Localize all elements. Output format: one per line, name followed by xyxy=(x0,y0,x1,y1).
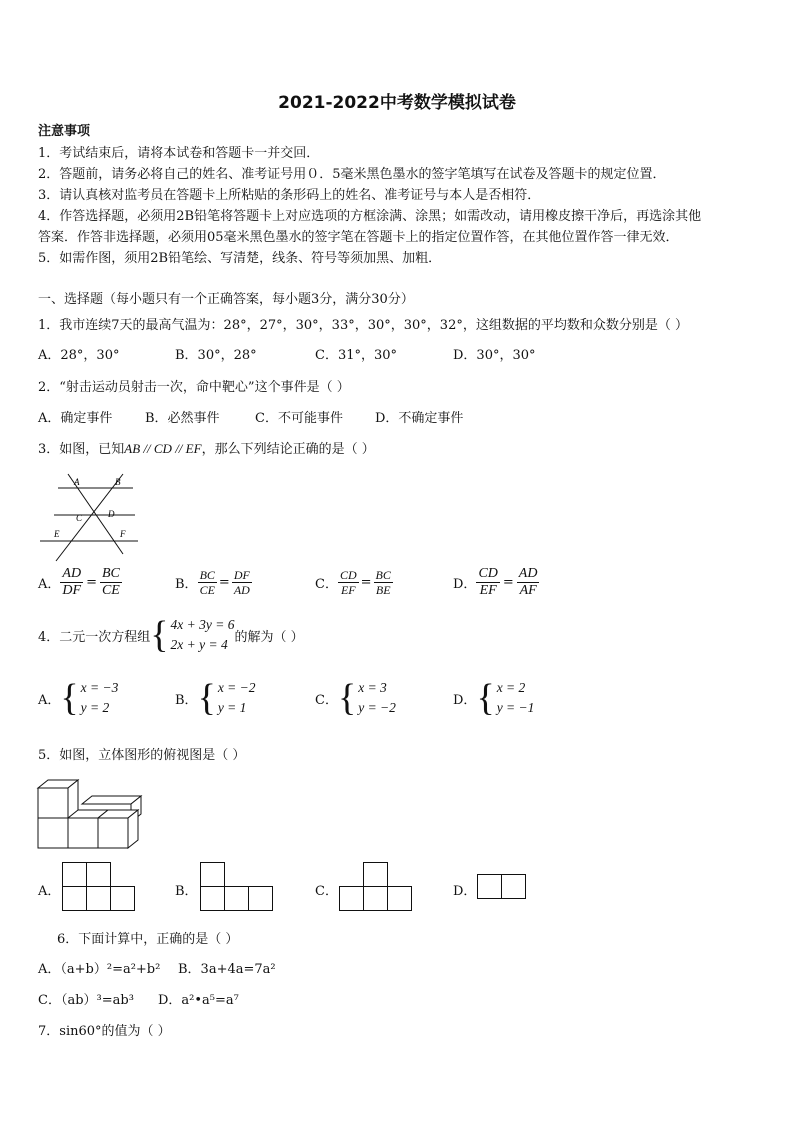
q3-stem-post: ，那么下列结论正确的是（ ） xyxy=(201,442,375,457)
q5-view-d xyxy=(477,874,527,900)
fraction: $\frac{DF}{AD}$ xyxy=(233,568,250,597)
notice-item: 1．考试结束后，请将本试卷和答题卡一并交回． xyxy=(38,146,320,161)
q6-option-b: B．3a+4a=7a² xyxy=(178,962,276,977)
q1-option-d: D．30°，30° xyxy=(453,348,536,363)
q5-option-d: D． xyxy=(453,884,477,899)
q5-view-c xyxy=(339,862,413,912)
option-label: A． xyxy=(38,577,61,592)
option-label: B． xyxy=(175,692,198,708)
notice-heading: 注意事项 xyxy=(38,124,91,139)
parallel-lines-figure xyxy=(38,466,143,566)
notice-item: 4．作答选择题，必须用2B铅笔将答题卡上对应选项的方框涂满、涂黑；如需改动，请用橡皮擦干净后，再选涂其他 xyxy=(38,209,702,224)
q1-option-a: A．28°，30° xyxy=(38,348,120,363)
question-4-stem xyxy=(38,615,304,655)
q2-option-c: C．不可能事件 xyxy=(255,411,343,426)
figure-label-f: F xyxy=(120,529,126,539)
page-title: 2021-2022中考数学模拟试卷 xyxy=(278,93,516,113)
q4-option-b: B． { x = −2 y = 1 xyxy=(175,677,256,719)
question-7-stem: 7．sin60°的值为（ ） xyxy=(38,1024,171,1039)
fraction: $\frac{CD}{EF}$ xyxy=(339,568,357,597)
fraction: $\frac{CD}{EF}$ xyxy=(478,566,498,598)
q5-option-b: B． xyxy=(175,884,198,899)
option-label: D． xyxy=(453,577,477,592)
figure-label-b: B xyxy=(115,477,121,487)
q3-stem-math: AB // CD // EF xyxy=(124,441,202,456)
option-label: C． xyxy=(315,577,338,592)
option-label: B． xyxy=(175,577,198,592)
fraction: $\frac{AD}{AF}$ xyxy=(518,566,538,598)
q4-option-a: A． { x = −3 y = 2 xyxy=(38,677,119,719)
q1-option-b: B．30°，28° xyxy=(175,348,257,363)
option-label: C． xyxy=(315,692,338,708)
notice-item: 2．答题前，请务必将自己的姓名、准考证号用０．5毫米黑色墨水的签字笔填写在试卷及答题卡的规定位置． xyxy=(38,167,666,182)
question-3-stem xyxy=(38,438,375,457)
figure-label-c: C xyxy=(76,513,83,523)
fraction: $\frac{BC}{CE}$ xyxy=(199,568,215,597)
notice-item: 3．请认真核对监考员在答题卡上所粘贴的条形码上的姓名、准考证号与本人是否相符． xyxy=(38,188,541,203)
q1-option-c: C．31°，30° xyxy=(315,348,398,363)
figure-label-d: D xyxy=(108,509,115,519)
q6-option-c: C．（ab）³=ab³ xyxy=(38,993,134,1008)
option-label: D． xyxy=(453,692,477,708)
notice-item: 答案．作答非选择题，必须用05毫米黑色墨水的签字笔在答题卡上的指定位置作答，在其他位置作答一律无效． xyxy=(38,230,679,245)
question-2-stem: 2．“射击运动员射击一次，命中靶心”这个事件是（ ） xyxy=(38,380,350,395)
q5-view-a xyxy=(62,862,136,912)
fraction: $\frac{BC}{CE}$ xyxy=(101,566,120,598)
q2-option-d: D．不确定事件 xyxy=(375,411,464,426)
q3-stem-pre: 3．如图，已知 xyxy=(38,442,125,457)
q2-option-b: B．必然事件 xyxy=(145,411,220,426)
question-5-stem: 5．如图，立体图形的俯视图是（ ） xyxy=(38,748,246,763)
q3-option-c: C． $\frac{CD}{EF}$ = $\frac{BC}{BE}$ xyxy=(315,568,391,597)
q5-option-a: A． xyxy=(38,884,61,899)
option-label: A． xyxy=(38,692,61,708)
q6-option-a: A．（a+b）²=a²+b² xyxy=(38,962,161,977)
q3-option-a: A． $\frac{AD}{DF}$ = $\frac{BC}{CE}$ xyxy=(38,566,120,598)
q4-stem-post: 的解为（ ） xyxy=(234,629,304,645)
figure-label-a: A xyxy=(74,477,80,487)
q5-option-c: C． xyxy=(315,884,338,899)
notice-item: 5．如需作图，须用2B铅笔绘、写清楚，线条、符号等须加黑、加粗． xyxy=(38,251,442,266)
figure-label-e: E xyxy=(54,529,60,539)
q2-option-a: A．确定事件 xyxy=(38,411,113,426)
q4-option-c: C． { x = 3 y = −2 xyxy=(315,677,396,719)
q4-stem-pre: 4．二元一次方程组 xyxy=(38,629,151,645)
question-1-stem: 1．我市连续7天的最高气温为：28°，27°，30°，33°，30°，30°，32°，这组数据的平均数和众数分别是（ ） xyxy=(38,318,688,333)
q6-option-d: D．a²•a⁵=a⁷ xyxy=(158,993,239,1008)
q3-option-d: D． $\frac{CD}{EF}$ = $\frac{AD}{AF}$ xyxy=(453,566,538,598)
q3-option-b: B． $\frac{BC}{CE}$ = $\frac{DF}{AD}$ xyxy=(175,568,250,597)
q5-view-b xyxy=(200,862,274,912)
section-heading: 一、选择题（每小题只有一个正确答案，每小题3分，满分30分） xyxy=(38,292,414,307)
question-6-stem: 6．下面计算中，正确的是（ ） xyxy=(57,932,239,947)
fraction: $\frac{AD}{DF}$ xyxy=(62,566,82,598)
q4-option-d: D． { x = 2 y = −1 xyxy=(453,677,535,719)
cube-stack-figure xyxy=(38,776,138,850)
fraction: $\frac{BC}{BE}$ xyxy=(375,568,391,597)
equation-system: { 4x + 3y = 6 2x + y = 4 xyxy=(150,614,235,656)
